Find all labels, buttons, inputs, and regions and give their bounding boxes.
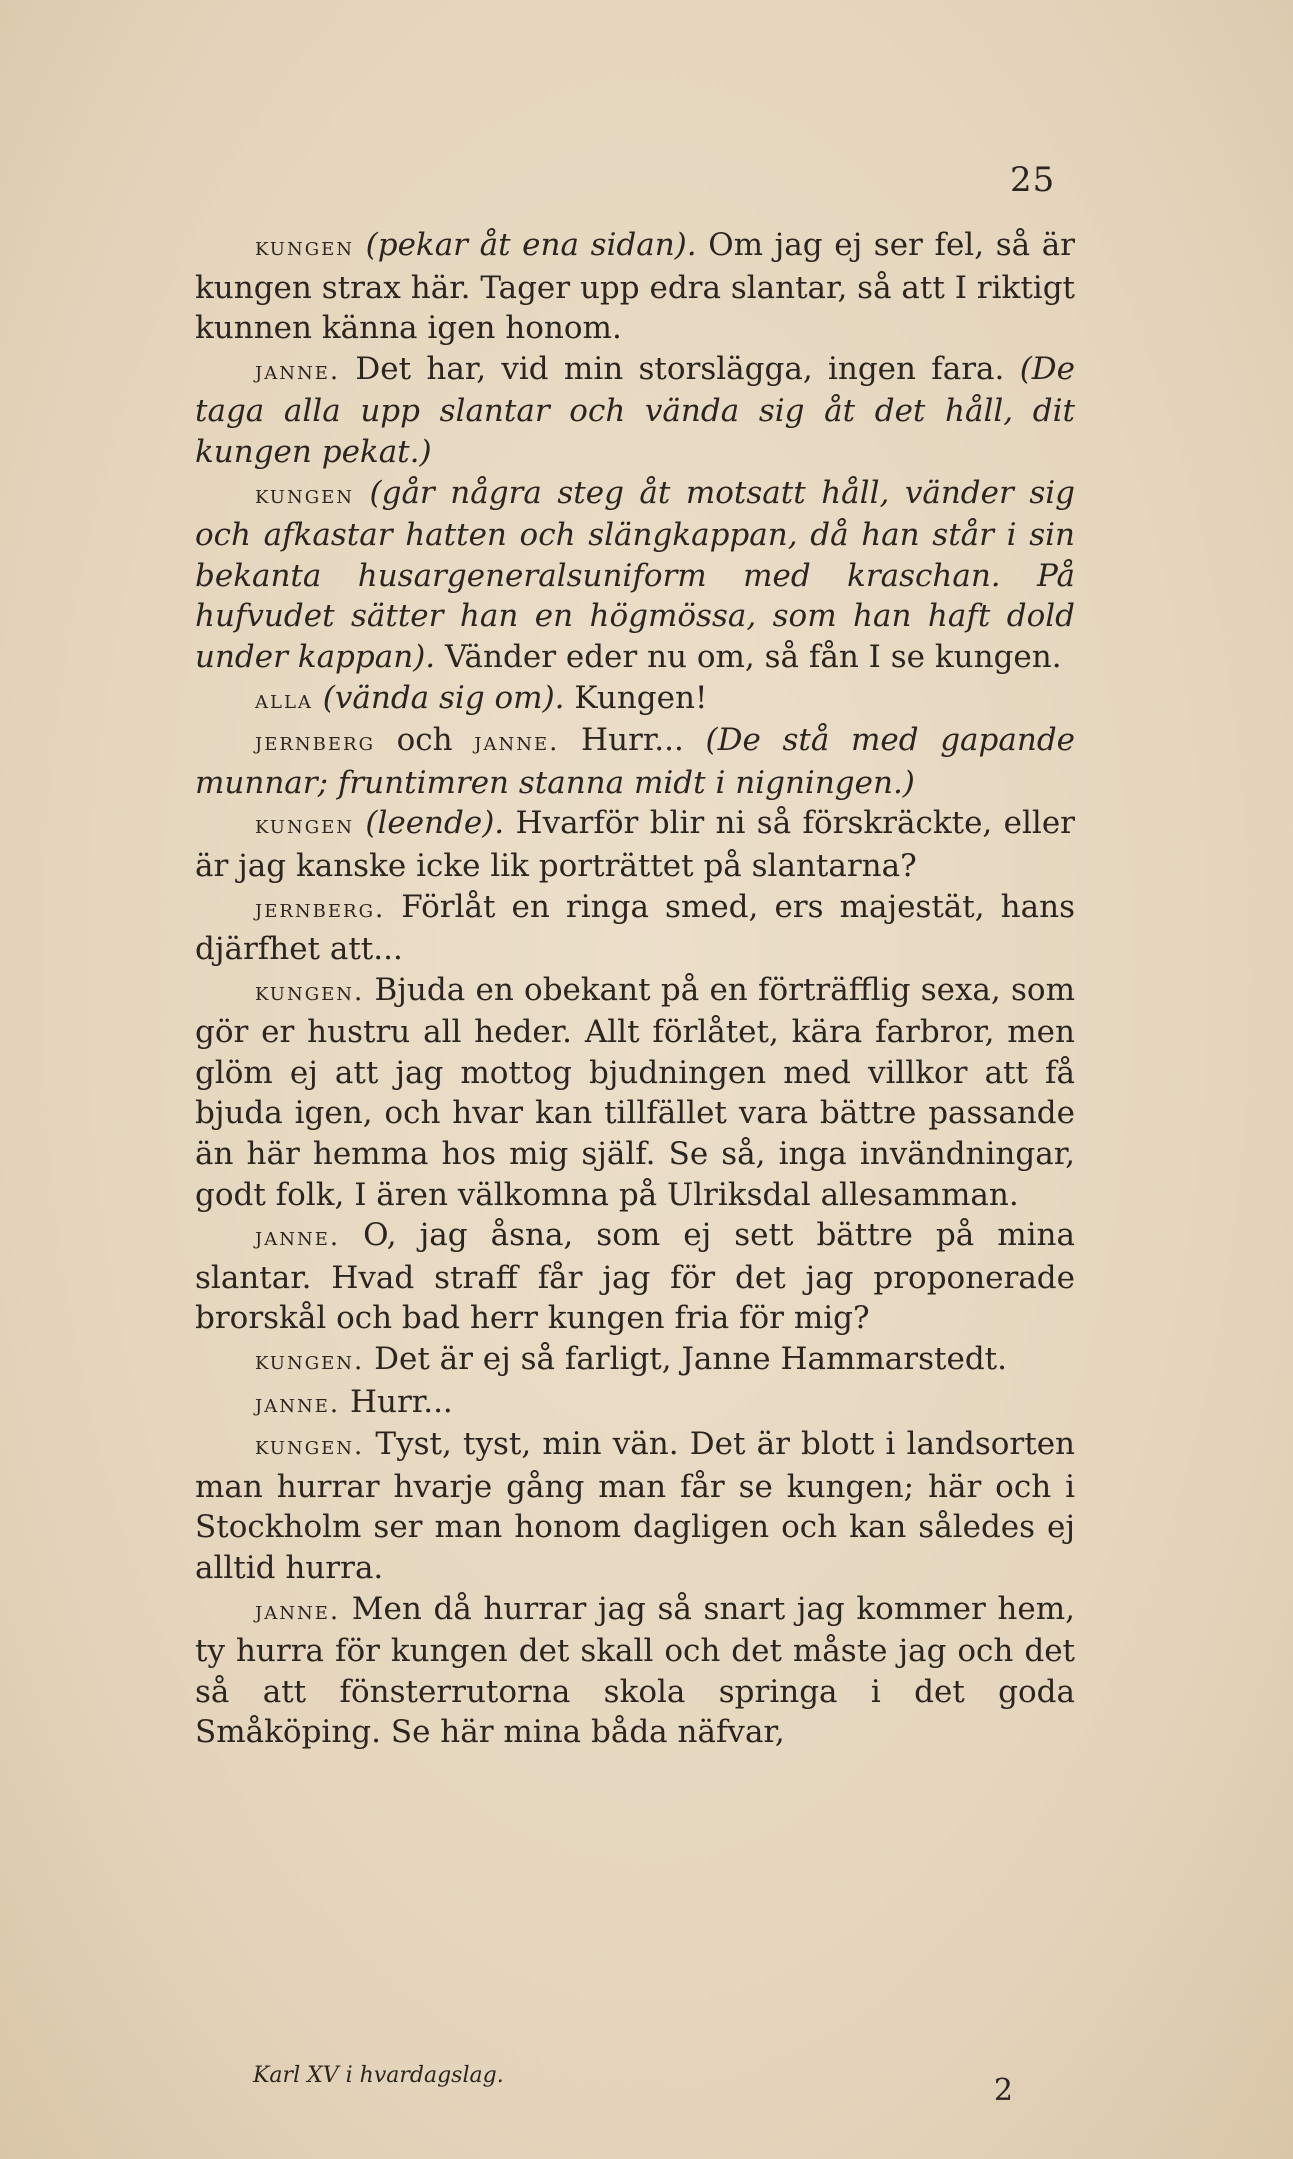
speaker-name: kungen. xyxy=(255,976,365,1007)
dialogue-text: Tyst, tyst, min vän. Det är blott i landsorten man hurrar hvarje gång man får se kungen; här och i Stockholm ser man honom dagligen och kan således ej alltid hurra. xyxy=(195,1426,1075,1586)
paragraph xyxy=(195,1382,1075,1425)
speaker-name: janne. xyxy=(474,727,560,758)
paragraph xyxy=(195,349,1075,473)
dialogue-text: Hvarför blir ni så förskräckte, eller är jag kanske icke lik porträttet på slantarna? xyxy=(195,805,1075,884)
speaker-name: kungen xyxy=(255,810,354,841)
stage-direction: (pekar åt ena sidan). xyxy=(365,227,697,263)
stage-direction: (De stå med gapande munnar; fruntimren stanna midt i nigningen.) xyxy=(195,722,1076,801)
speaker-name: kungen xyxy=(255,479,354,510)
speaker-name: janne. xyxy=(255,1388,341,1419)
speaker-name: kungen. xyxy=(255,1346,365,1377)
dialogue-text: Hurr... xyxy=(559,722,684,759)
page-footer xyxy=(253,2055,1013,2108)
speaker-name: janne. xyxy=(255,1595,341,1626)
dialogue-text: Förlåt en ringa smed, ers majestät, hans djärfhet att... xyxy=(195,888,1075,968)
speaker-name: janne. xyxy=(255,355,341,386)
speaker-name: kungen. xyxy=(255,1431,365,1462)
dialogue-text: Om jag ej ser fel, så är kungen strax här. Tager upp edra slantar, så att I riktigt kunnen känna igen honom. xyxy=(195,227,1075,347)
paragraph xyxy=(195,225,1075,349)
dialogue-text: O, jag åsna, som ej sett bättre på mina slantar. Hvad straff får jag för det jag proponerade brorskål och bad herr kungen fria för mig? xyxy=(195,1217,1075,1337)
dialogue-text: Det har, vid min storslägga, ingen fara. xyxy=(340,350,1005,387)
paragraph xyxy=(195,720,1075,803)
paragraph xyxy=(195,887,1075,970)
running-footer-title: Karl XV i hvardagslag. xyxy=(253,2063,504,2088)
paragraph xyxy=(195,1339,1075,1382)
dialogue-text: Bjuda en obekant på en förträfflig sexa, som gör er hustru all heder. Allt förlåtet, kära farbror, men glöm ej att jag mottog bjudningen med villkor att få bjuda igen, och hvar kan tillfället vara bättre passande än här hemma hos mig själf. Se så, inga invändningar, godt folk, I ären välkomna på Ulriksdal allesamman. xyxy=(195,971,1075,1213)
paragraph xyxy=(195,1424,1075,1588)
dialogue-text: Det är ej så farligt, Janne Hammarstedt. xyxy=(364,1341,1007,1378)
speaker-name: alla xyxy=(255,684,313,715)
paragraph xyxy=(195,678,1075,721)
dialogue-text: Men då hurrar jag så snart jag kommer hem, ty hurra för kungen det skall och det måste jag och det så att fönsterrutorna skola springa i det goda Småköping. Se här mina båda näfvar, xyxy=(195,1590,1075,1751)
dialogue-text: Hurr... xyxy=(340,1383,453,1420)
stage-direction: (vända sig om). xyxy=(322,679,565,716)
paragraph xyxy=(195,473,1075,678)
speaker-name: jernberg. xyxy=(255,893,386,924)
dialogue-text: Vänder eder nu om, så fån I se kungen. xyxy=(435,638,1062,675)
dialogue-text: Kungen! xyxy=(564,679,708,716)
paragraph xyxy=(195,1589,1075,1753)
stage-direction: (De taga alla upp slantar och vända sig åt det håll, dit kungen pekat.) xyxy=(195,350,1075,470)
text-block xyxy=(195,225,1075,1753)
stage-direction: (går några steg åt motsatt håll, vänder sig och afkastar hatten och slängkappan, då han står i sin bekanta husargeneralsuniform med kraschan. På hufvudet sätter han en högmössa, som han haft dold under kappan). xyxy=(195,474,1075,675)
speaker-name: janne. xyxy=(255,1222,341,1253)
speaker-name: jernberg xyxy=(255,727,375,758)
paragraph xyxy=(195,970,1075,1216)
signature-mark: 2 xyxy=(993,2073,1013,2108)
speaker-name: kungen xyxy=(255,232,354,262)
page-number: 25 xyxy=(1010,160,1056,200)
paragraph xyxy=(195,1215,1075,1339)
connector-text: och xyxy=(374,722,475,759)
paragraph xyxy=(195,803,1075,886)
stage-direction: (leende). xyxy=(365,805,505,842)
